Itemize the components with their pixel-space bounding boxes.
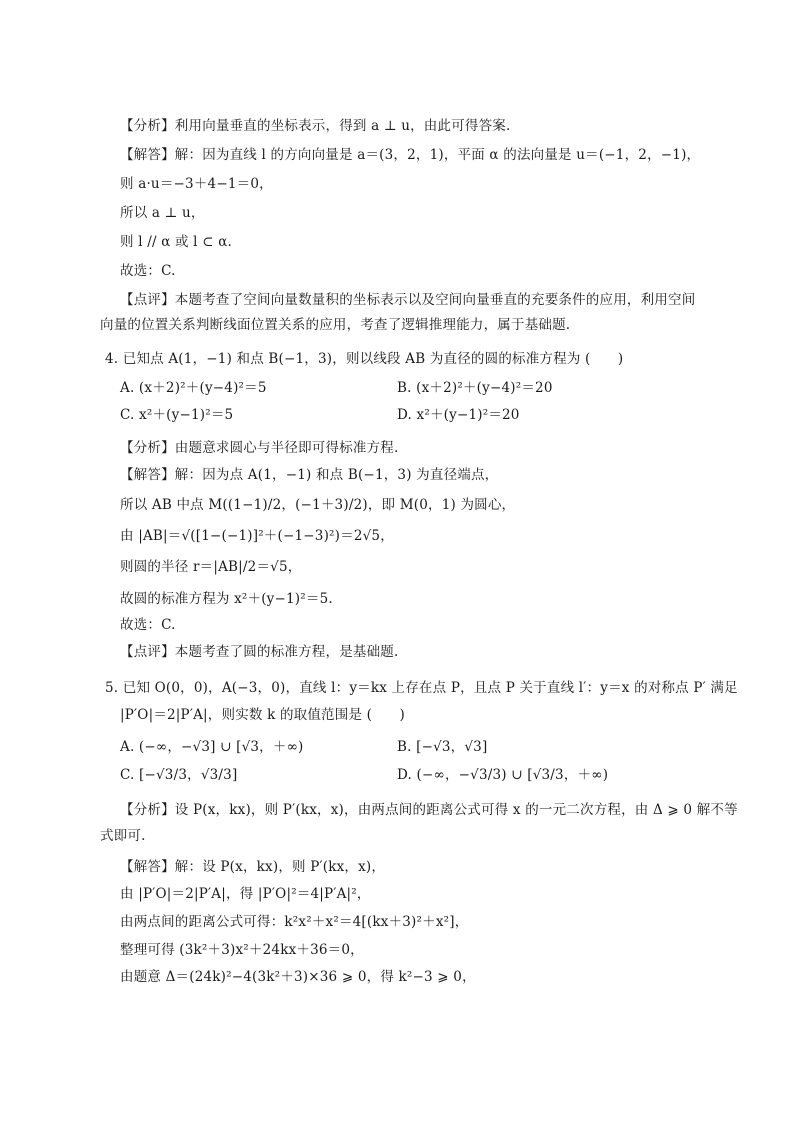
q5-option-d: D. (−∞，−√3/3) ∪ [√3/3，＋∞) xyxy=(397,767,609,783)
q5-solution-line-3: 由两点间的距离公式可得：k²x²＋x²＝4[(kx＋3)²＋x²]， xyxy=(120,914,469,930)
q4-option-b: B. (x＋2)²＋(y−4)²＝20 xyxy=(397,380,553,396)
q5-stem-line-2: |P′O|＝2|P′A|，则实数 k 的取值范围是 ( ) xyxy=(120,707,405,723)
q3-solution-line-5: 故选：C. xyxy=(120,263,176,279)
q4-stem: 4. 已知点 A(1，−1) 和点 B(−1，3)，则以线段 AB 为直径的圆的标准方程为 ( ) xyxy=(105,351,624,367)
q4-option-c: C. x²＋(y−1)²＝5 xyxy=(120,407,234,423)
q4-solution-line-3: 由 |AB|＝√([1−(−1)]²＋(−1−3)²)＝2√5， xyxy=(120,528,394,544)
q5-solution-line-5: 由题意 Δ＝(24k)²−4(3k²＋3)×36 ⩾ 0，得 k²−3 ⩾ 0， xyxy=(120,969,476,985)
q4-solution-line-1: 【解答】解：因为点 A(1，−1) 和点 B(−1，3) 为直径端点， xyxy=(120,467,499,483)
q3-comment-line-2: 向量的位置关系判断线面位置关系的应用，考查了逻辑推理能力，属于基础题. xyxy=(100,317,571,333)
q5-option-b: B. [−√3，√3] xyxy=(397,739,488,755)
q4-comment: 【点评】本题考查了圆的标准方程，是基础题. xyxy=(120,644,399,660)
q5-option-a: A. (−∞，−√3] ∪ [√3，＋∞) xyxy=(120,739,304,755)
q3-solution-line-4: 则 l // α 或 l ⊂ α. xyxy=(120,234,233,250)
q3-solution-line-1: 【解答】解：因为直线 l 的方向向量是 a＝(3，2，1)，平面 α 的法向量是 u＝(−1，2，−1)， xyxy=(120,147,701,163)
q4-analysis: 【分析】由题意求圆心与半径即可得标准方程. xyxy=(120,440,399,456)
q5-analysis-line-1: 【分析】设 P(x，kx)，则 P′(kx，x)，由两点间的距离公式可得 x 的一元二次方程，由 Δ ⩾ 0 解不等 xyxy=(120,802,738,818)
q4-solution-line-5: 故圆的标准方程为 x²＋(y−1)²＝5. xyxy=(120,591,333,607)
q4-option-d: D. x²＋(y−1)²＝20 xyxy=(397,407,520,423)
q5-option-c: C. [−√3/3，√3/3] xyxy=(120,767,238,783)
q5-analysis-line-2: 式即可. xyxy=(100,828,146,844)
q3-comment-line-1: 【点评】本题考查了空间向量数量积的坐标表示以及空间向量垂直的充要条件的应用，利用空间 xyxy=(120,292,696,308)
q4-option-a: A. (x＋2)²＋(y−4)²＝5 xyxy=(120,380,267,396)
q5-stem-line-1: 5. 已知 O(0，0)，A(−3，0)，直线 l：y＝kx 上存在点 P，且点 P 关于直线 l′：y＝x 的对称点 P′ 满足 xyxy=(105,680,738,696)
q4-solution-line-2: 所以 AB 中点 M((1−1)/2，(−1＋3)/2)，即 M(0，1) 为圆心， xyxy=(120,497,516,513)
q5-solution-line-2: 由 |P′O|＝2|P′A|，得 |P′O|²＝4|P′A|²， xyxy=(120,886,371,902)
q3-solution-line-3: 所以 a ⊥ u， xyxy=(120,205,205,221)
q5-solution-line-4: 整理可得 (3k²＋3)x²＋24kx＋36＝0， xyxy=(120,942,364,958)
q4-solution-line-6: 故选：C. xyxy=(120,617,176,633)
q3-solution-line-2: 则 a·u＝−3＋4−1＝0， xyxy=(120,176,273,192)
q3-analysis: 【分析】利用向量垂直的坐标表示，得到 a ⊥ u，由此可得答案. xyxy=(120,118,511,134)
q5-solution-line-1: 【解答】解：设 P(x，kx)，则 P′(kx，x)， xyxy=(120,859,386,875)
q4-solution-line-4: 则圆的半径 r＝|AB|/2＝√5， xyxy=(120,559,302,575)
